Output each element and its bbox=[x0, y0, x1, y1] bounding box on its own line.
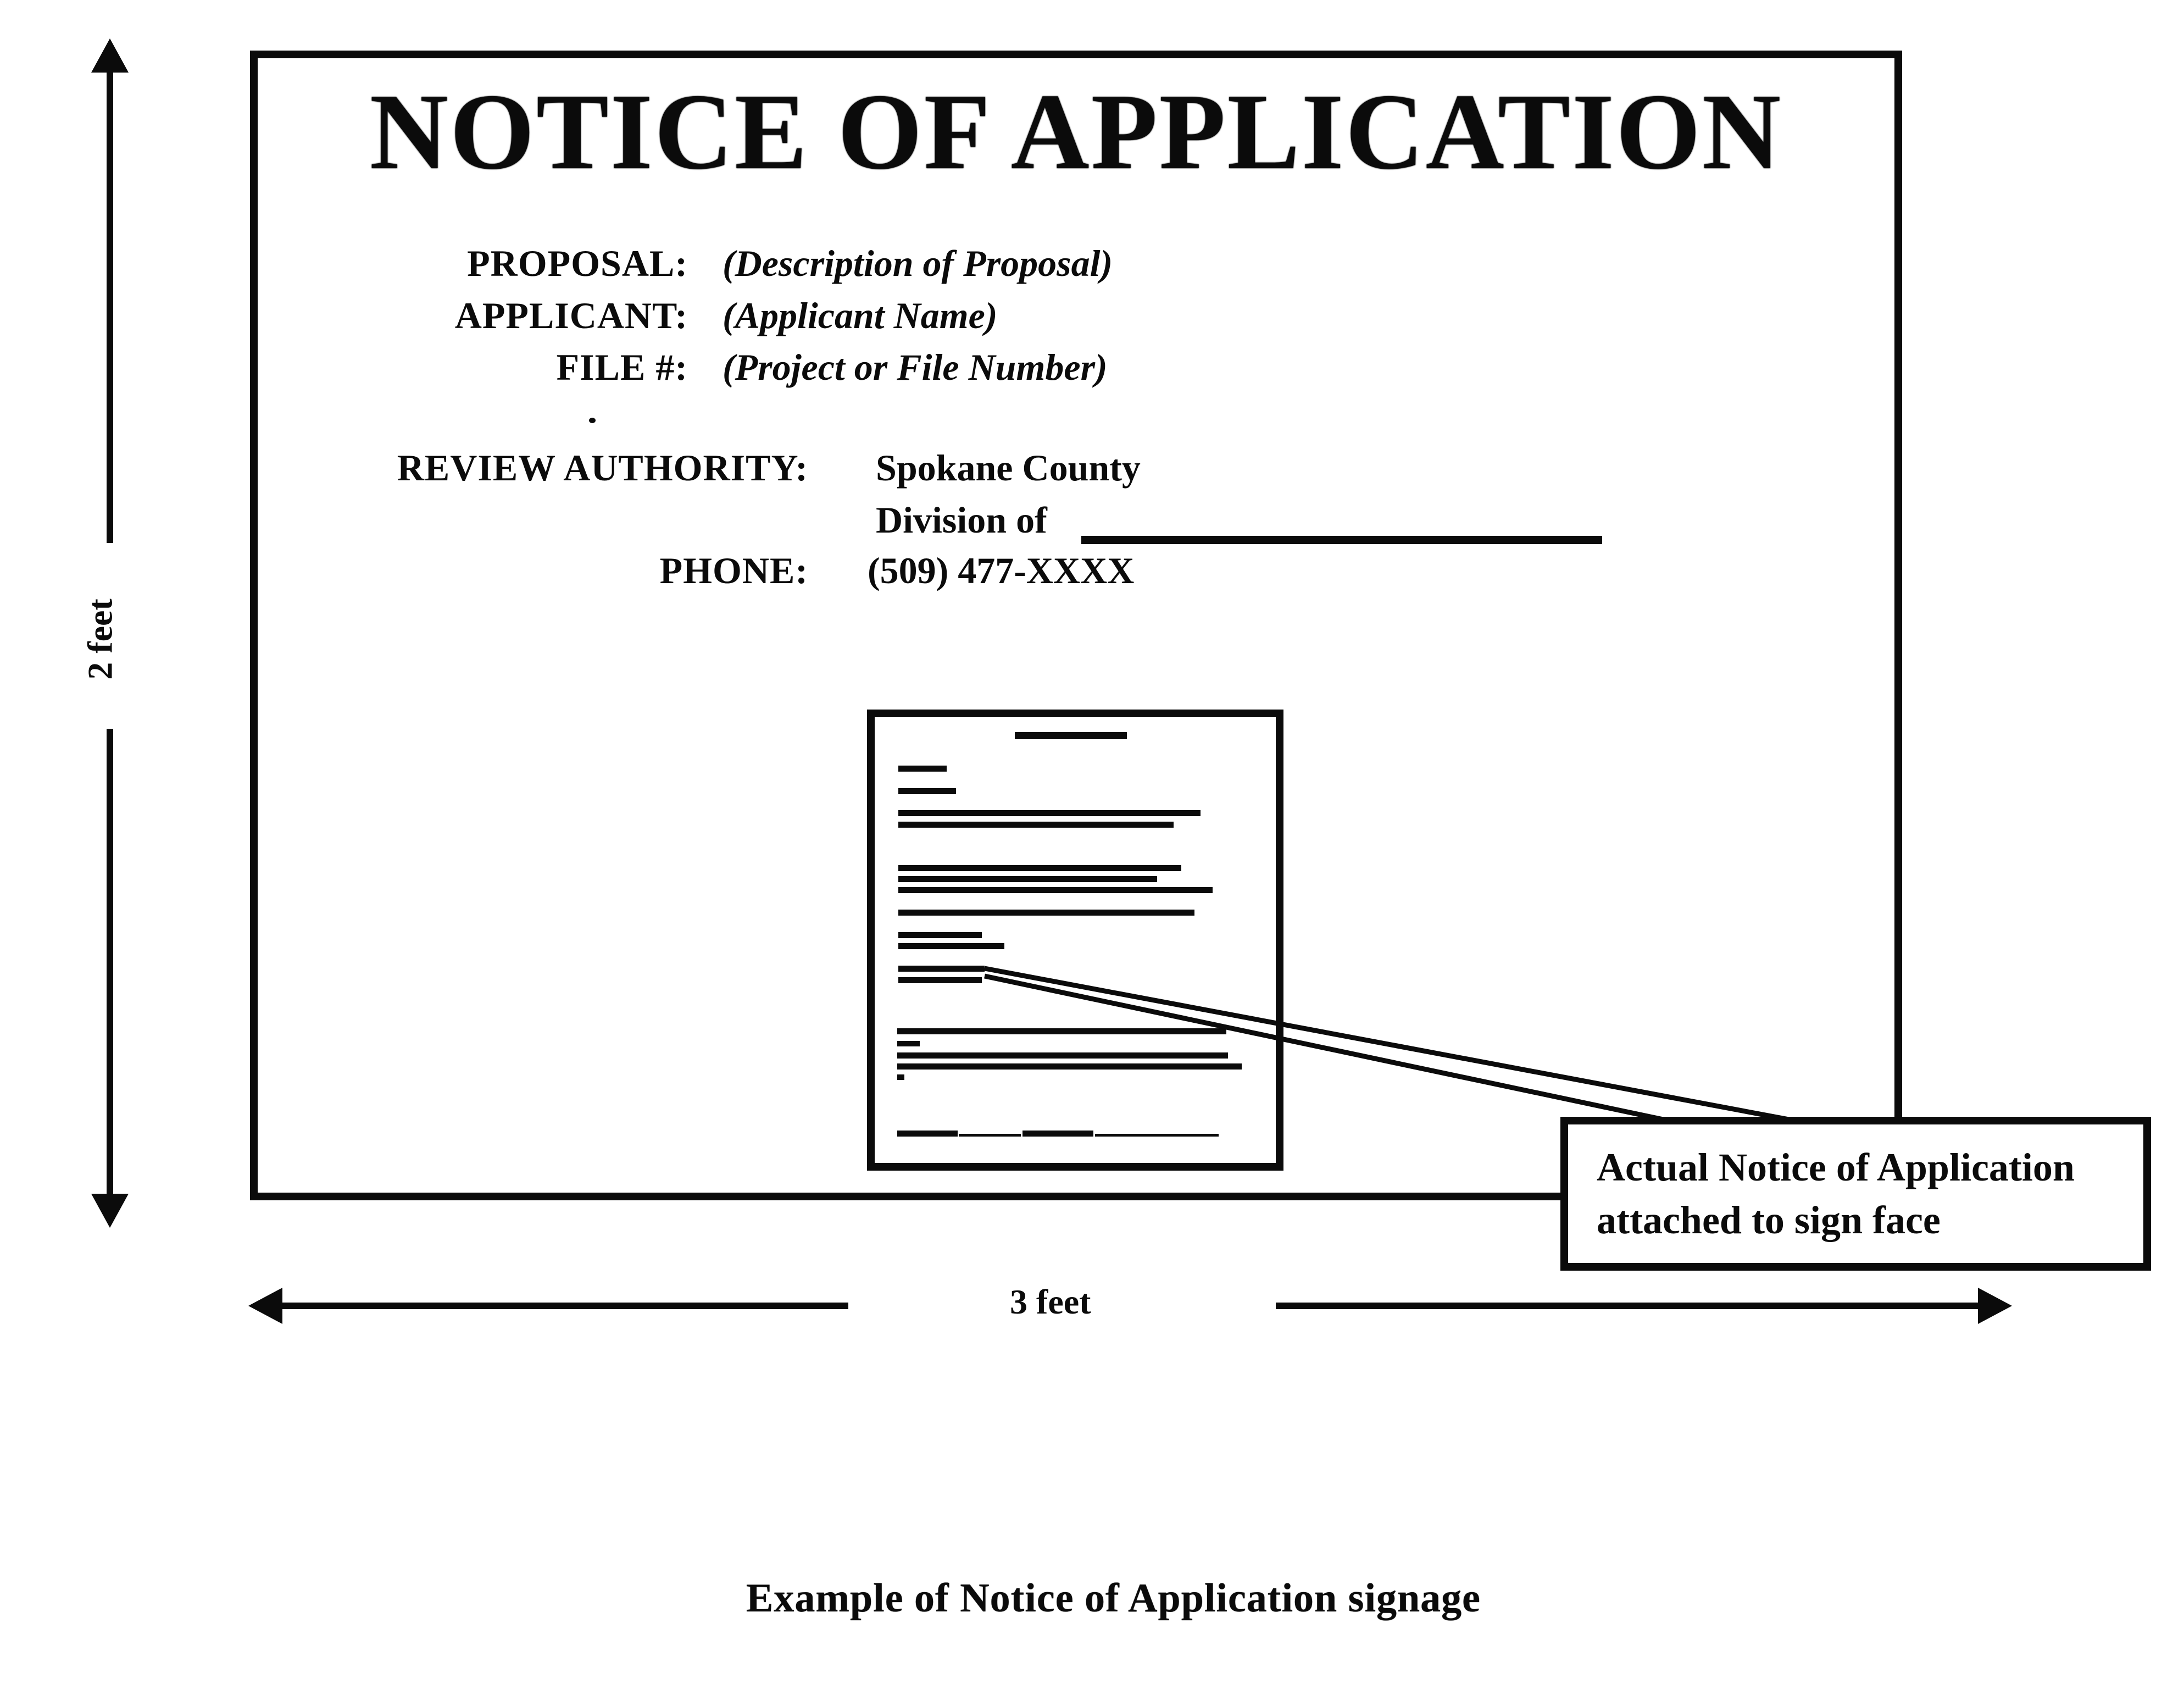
field-label-proposal: PROPOSAL: bbox=[467, 242, 688, 284]
attached-notice-document bbox=[867, 710, 1283, 1171]
notice-sign bbox=[250, 51, 1902, 1200]
redacted-line bbox=[898, 966, 985, 972]
field-label-applicant: APPLICANT: bbox=[454, 295, 688, 336]
redacted-line bbox=[898, 977, 982, 983]
redacted-line bbox=[897, 1052, 1228, 1059]
redacted-line bbox=[898, 766, 947, 772]
horizontal-dimension-line-left bbox=[280, 1303, 848, 1309]
arrow-right-icon bbox=[1978, 1288, 2012, 1324]
field-value-applicant: (Applicant Name) bbox=[723, 295, 998, 336]
figure-caption: Example of Notice of Application signage bbox=[746, 1576, 1481, 1621]
phone-label: PHONE: bbox=[659, 550, 808, 591]
vertical-dimension-line-lower bbox=[107, 729, 113, 1195]
arrow-left-icon bbox=[248, 1288, 282, 1324]
redacted-line bbox=[898, 865, 1181, 871]
field-value-file: (Project or File Number) bbox=[723, 346, 1108, 388]
redacted-line bbox=[898, 943, 1004, 949]
redacted-line bbox=[898, 876, 1157, 882]
date-blank-line bbox=[1095, 1134, 1219, 1137]
redacted-line bbox=[898, 788, 956, 794]
signature-blank-line bbox=[959, 1134, 1021, 1137]
arrow-up-icon bbox=[91, 38, 129, 73]
arrow-down-icon bbox=[91, 1194, 129, 1228]
redacted-line bbox=[897, 1041, 920, 1046]
redacted-line bbox=[897, 1074, 904, 1080]
callout-line-1: Actual Notice of Application bbox=[1597, 1145, 2075, 1189]
redacted-line bbox=[898, 810, 1201, 816]
division-of-text: Division of bbox=[876, 499, 1047, 541]
field-value-proposal: (Description of Proposal) bbox=[723, 242, 1113, 284]
redacted-doc-title-line bbox=[1015, 732, 1127, 739]
phone-value: (509) 477-XXXX bbox=[868, 550, 1135, 591]
callout-line-2: attached to sign face bbox=[1597, 1198, 1941, 1242]
vertical-dimension-text: 2 feet bbox=[81, 599, 120, 680]
review-authority-value: Spokane County bbox=[876, 447, 1141, 489]
division-blank-underline bbox=[1081, 536, 1602, 544]
sign-title: NOTICE OF APPLICATION bbox=[369, 71, 1783, 192]
review-authority-label: REVIEW AUTHORITY: bbox=[397, 447, 808, 489]
scan-artifact-dot bbox=[589, 418, 596, 423]
redacted-line bbox=[897, 1063, 1242, 1070]
horizontal-dimension-label: 3 feet bbox=[1010, 1282, 1091, 1321]
date-label-line bbox=[1022, 1131, 1093, 1137]
redacted-line bbox=[898, 887, 1213, 893]
horizontal-dimension-line-right bbox=[1276, 1303, 1980, 1309]
callout-text bbox=[1597, 1141, 2075, 1246]
redacted-line bbox=[898, 932, 982, 938]
redacted-line bbox=[897, 1028, 1226, 1034]
redacted-line bbox=[898, 822, 1174, 828]
redacted-line bbox=[898, 910, 1194, 916]
callout-box bbox=[1560, 1117, 2151, 1271]
field-label-file: FILE #: bbox=[556, 346, 688, 388]
signature-label-line bbox=[897, 1131, 958, 1137]
vertical-dimension-line-upper bbox=[107, 70, 113, 543]
vertical-dimension-label bbox=[48, 576, 153, 702]
